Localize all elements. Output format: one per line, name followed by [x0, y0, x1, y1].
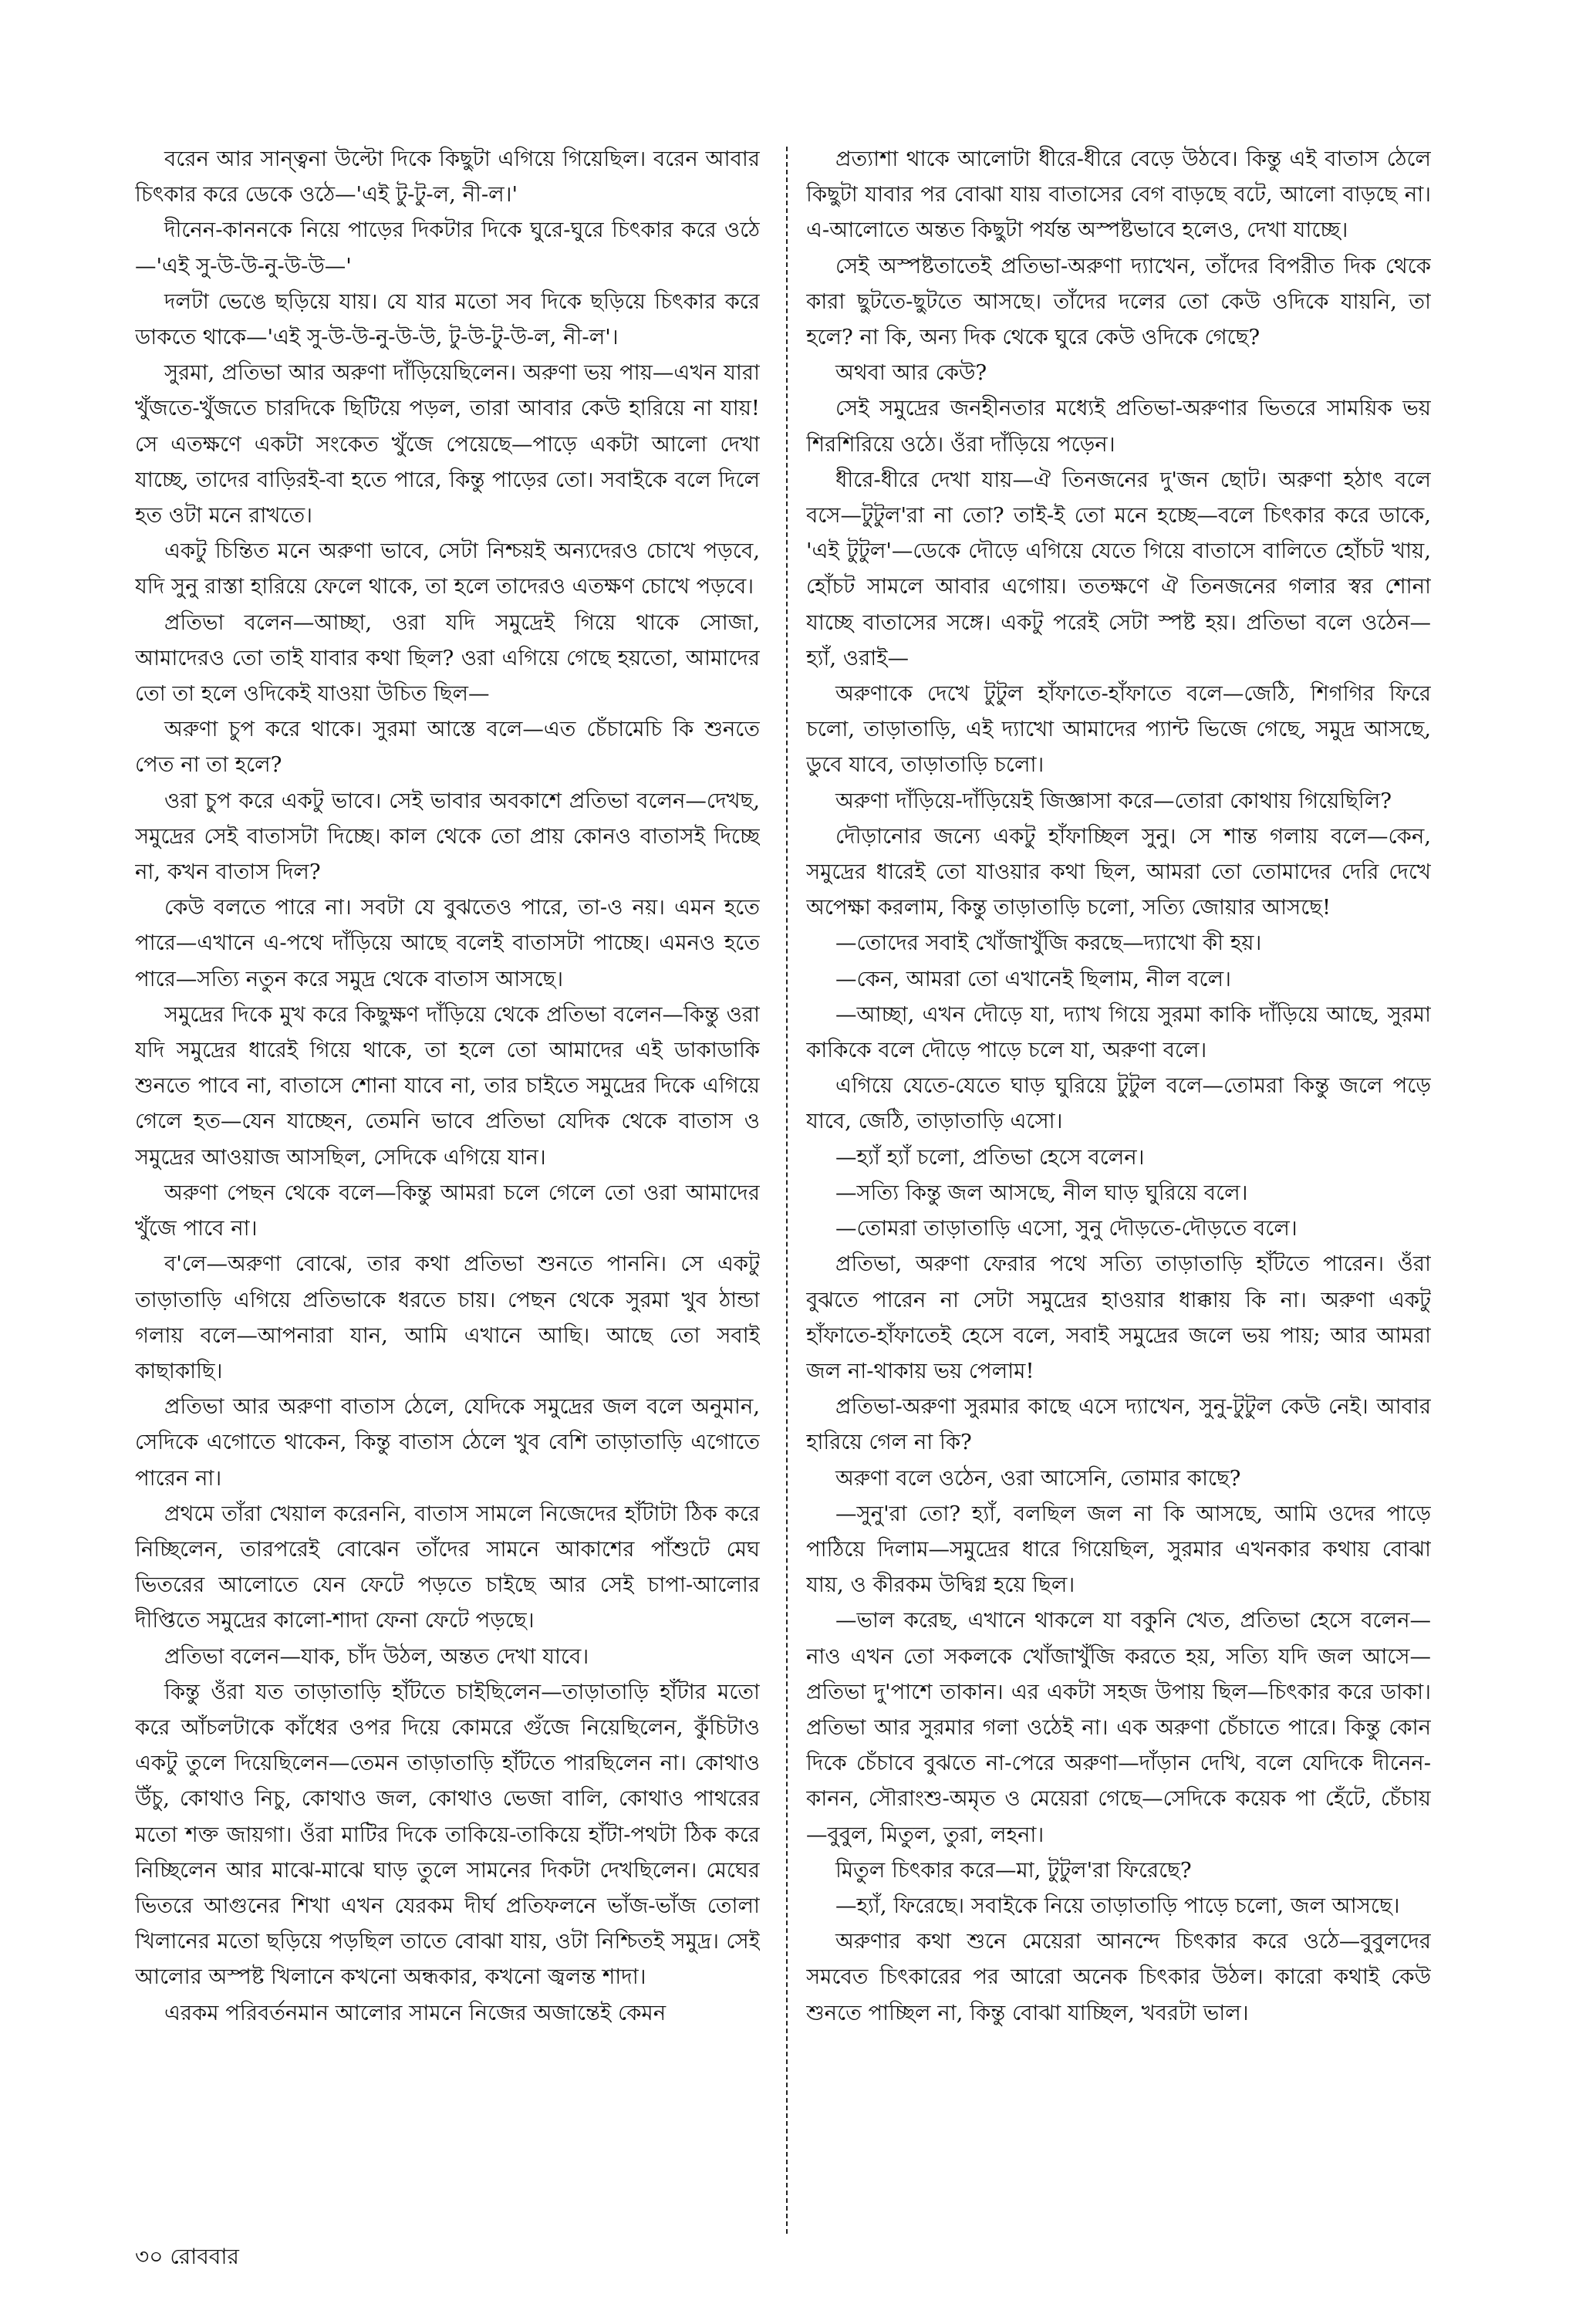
right-paragraph-5: ধীরে-ধীরে দেখা যায়—ঐ তিনজনের দু'জন ছোট। অরুণা হঠাৎ বলে বসে—টুটুল'রা না তো? তাই-ই তো মনে হচ্ছে—বলে চিৎকার করে ডাকে, 'এই টুটুল'—ডেকে দৌড়ে এগিয়ে যেতে গিয়ে বাতাসে বালিতে হোঁচট খায়, হোঁচট সামলে আবার এগোয়। ততক্ষণে ঐ তিনজনের গলার স্বর শোনা যাচ্ছে বাতাসের সঙ্গে। একটু পরেই সেটা স্পষ্ট হয়। প্রতিভা বলে ওঠেন—হ্যাঁ, ওরাই— — [806, 467, 1431, 671]
left-paragraph-3: দলটা ভেঙে ছড়িয়ে যায়। যে যার মতো সব দিকে ছড়িয়ে চিৎকার করে ডাকতে থাকে—'এই সু-উ-উ-নু-উ-উ, টু-উ-টু-উ-ল, নী-ল'। — [135, 289, 760, 350]
left-paragraph-7: অরুণা চুপ করে থাকে। সুরমা আস্তে বলে—এত চেঁচামেচি কি শুনতে পেত না তা হলে? — [135, 717, 760, 778]
left-paragraph-5: একটু চিন্তিত মনে অরুণা ভাবে, সেটা নিশ্চয়ই অন্যদেরও চোখে পড়বে, যদি সুনু রাস্তা হারিয়ে ফেলে থাকে, তা হলে তাদেরও এতক্ষণ চোখে পড়বে। — [135, 539, 760, 600]
right-paragraph-10: —কেন, আমরা তো এখানেই ছিলাম, নীল বলে। — [835, 966, 1231, 991]
left-paragraph-2: দীনেন-কাননকে নিয়ে পাড়ের দিকটার দিকে ঘুরে-ঘুরে চিৎকার করে ওঠে—'এই সু-উ-উ-নু-উ-উ—' — [135, 218, 760, 279]
left-paragraph-9: কেউ বলতে পারে না। সবটা যে বুঝতেও পারে, তা-ও নয়। এমন হতে পারে—এখানে এ-পথে দাঁড়িয়ে আছে বলেই বাতাসটা পাচ্ছে। এমনও হতে পারে—সত্যি নতুন করে সমুদ্র থেকে বাতাস আসছে। — [135, 895, 760, 991]
right-paragraph-13: —হ্যাঁ হ্যাঁ চলো, প্রতিভা হেসে বলেন। — [835, 1144, 1145, 1170]
left-paragraph-1: বরেন আর সান্ত্বনা উল্টো দিকে কিছুটা এগিয়ে গিয়েছিল। বরেন আবার চিৎকার করে ডেকে ওঠে—'এই টু-টু-ল, নী-ল।' — [135, 147, 760, 208]
left-paragraph-14: প্রথমে তাঁরা খেয়াল করেননি, বাতাস সামলে নিজেদের হাঁটাটা ঠিক করে নিচ্ছিলেন, তারপরেই বোঝেন তাঁদের সামনে আকাশের পাঁশুটে মেঘ ভিতরের আলোতে যেন ফেটে পড়তে চাইছে আর সেই চাপা-আলোর দীপ্তিতে সমুদ্রের কালো-শাদা ফেনা ফেটে পড়ছে। — [135, 1501, 760, 1633]
right-paragraph-21: মিতুল চিৎকার করে—মা, টুটুল'রা ফিরেছে? — [835, 1857, 1192, 1883]
right-paragraph-17: প্রতিভা-অরুণা সুরমার কাছে এসে দ্যাখেন, সুনু-টুটুল কেউ নেই। আবার হারিয়ে গেল না কি? — [806, 1394, 1431, 1455]
right-paragraph-1: প্রত্যাশা থাকে আলোটা ধীরে-ধীরে বেড়ে উঠবে। কিন্তু এই বাতাস ঠেলে কিছুটা যাবার পর বোঝা যায় বাতাসের বেগ বাড়ছে বটে, আলো বাড়ছে না। এ-আলোতে অন্তত কিছুটা পর্যন্ত অস্পষ্টভাবে হলেও, দেখা যাচ্ছে। — [806, 147, 1431, 243]
right-paragraph-8: দৌড়ানোর জন্যে একটু হাঁফাচ্ছিল সুনু। সে শান্ত গলায় বলে—কেন, সমুদ্রের ধারেই তো যাওয়ার কথা ছিল, আমরা তো তোমাদের দেরি দেখে অপেক্ষা করলাম, কিন্তু তাড়াতাড়ি চলো, সত্যি জোয়ার আসছে! — [806, 823, 1431, 920]
right-paragraph-14: —সত্যি কিন্তু জল আসছে, নীল ঘাড় ঘুরিয়ে বলে। — [835, 1180, 1248, 1205]
magazine-name: রোববার — [170, 2244, 239, 2269]
left-paragraph-4: সুরমা, প্রতিভা আর অরুণা দাঁড়িয়েছিলেন। অরুণা ভয় পায়—এখন যারা খুঁজতে-খুঁজতে চারদিকে ছিটিয়ে পড়ল, তারা আবার কেউ হারিয়ে না যায়! সে এতক্ষণে একটা সংকেত খুঁজে পেয়েছে—পাড়ে একটা আলো দেখা যাচ্ছে, তাদের বাড়িরই-বা হতে পারে, কিন্তু পাড়ের তো। সবাইকে বলে দিলে হত ওটা মনে রাখতে। — [135, 360, 760, 529]
right-paragraph-19: —সুনু'রা তো? হ্যাঁ, বলছিল জল না কি আসছে, আমি ওদের পাড়ে পাঠিয়ে দিলাম—সমুদ্রের ধারে গিয়েছিল, সুরমার এখনকার কথায় বোঝা যায়, ও কীরকম উদ্বিগ্ন হয়ে ছিল। — [806, 1501, 1431, 1598]
left-paragraph-8: ওরা চুপ করে একটু ভাবে। সেই ভাবার অবকাশে প্রতিভা বলেন—দেখছ, সমুদ্রের সেই বাতাসটা দিচ্ছে। কাল থেকে তো প্রায় কোনও বাতাসই দিচ্ছে না, কখন বাতাস দিল? — [135, 788, 760, 885]
right-paragraph-18: অরুণা বলে ওঠেন, ওরা আসেনি, তোমার কাছে? — [835, 1465, 1241, 1491]
left-paragraph-13: প্রতিভা আর অরুণা বাতাস ঠেলে, যেদিকে সমুদ্রের জল বলে অনুমান, সেদিকে এগোতে থাকেন, কিন্তু বাতাস ঠেলে খুব বেশি তাড়াতাড়ি এগোতে পারেন না। — [135, 1394, 760, 1491]
right-paragraph-4: সেই সমুদ্রের জনহীনতার মধ্যেই প্রতিভা-অরুণার ভিতরে সাময়িক ভয় শিরশিরিয়ে ওঠে। ওঁরা দাঁড়িয়ে পড়েন। — [806, 396, 1431, 457]
right-paragraph-6: অরুণাকে দেখে টুটুল হাঁফাতে-হাঁফাতে বলে—জেঠি, শিগগির ফিরে চলো, তাড়াতাড়ি, এই দ্যাখো আমাদের প্যান্ট ভিজে গেছে, সমুদ্র আসছে, ডুবে যাবে, তাড়াতাড়ি চলো। — [806, 681, 1431, 778]
left-paragraph-10: সমুদ্রের দিকে মুখ করে কিছুক্ষণ দাঁড়িয়ে থেকে প্রতিভা বলেন—কিন্তু ওরা যদি সমুদ্রের ধারেই গিয়ে থাকে, তা হলে তো আমাদের এই ডাকাডাকি শুনতে পাবে না, বাতাসে শোনা যাবে না, তার চাইতে সমুদ্রের দিকে এগিয়ে গেলে হত—যেন যাচ্ছেন, তেমনি ভাবে প্রতিভা যেদিক থেকে বাতাস ও সমুদ্রের আওয়াজ আসছিল, সেদিকে এগিয়ে যান। — [135, 1002, 760, 1170]
left-paragraph-16: কিন্তু ওঁরা যত তাড়াতাড়ি হাঁটতে চাইছিলেন—তাড়াতাড়ি হাঁটার মতো করে আঁচলটাকে কাঁধের ওপর দিয়ে কোমরে গুঁজে নিয়েছিলেন, কুঁচিটাও একটু তুলে দিয়েছিলেন—তেমন তাড়াতাড়ি হাঁটতে পারছিলেন না। কোথাও উঁচু, কোথাও নিচু, কোথাও জল, কোথাও ভেজা বালি, কোথাও পাথরের মতো শক্ত জায়গা। ওঁরা মাটির দিকে তাকিয়ে-তাকিয়ে হাঁটা-পথটা ঠিক করে নিচ্ছিলেন আর মাঝে-মাঝে ঘাড় তুলে সামনের দিকটা দেখছিলেন। মেঘের ভিতরে আগুনের শিখা এখন যেরকম দীর্ঘ প্রতিফলনে ভাঁজ-ভাঁজ তোলা খিলানের মতো ছড়িয়ে পড়ছিল তাতে বোঝা যায়, ওটা নিশ্চিতই সমুদ্র। সেই আলোর অস্পষ্ট খিলানে কখনো অন্ধকার, কখনো জ্বলন্ত শাদা। — [135, 1679, 760, 1990]
right-paragraph-15: —তোমরা তাড়াতাড়ি এসো, সুনু দৌড়তে-দৌড়তে বলে। — [835, 1216, 1298, 1241]
left-paragraph-12: ব'লে—অরুণা বোঝে, তার কথা প্রতিভা শুনতে পাননি। সে একটু তাড়াতাড়ি এগিয়ে প্রতিভাকে ধরতে চায়। পেছন থেকে সুরমা খুব ঠান্ডা গলায় বলে—আপনারা যান, আমি এখানে আছি। আছে তো সবাই কাছাকাছি। — [135, 1252, 760, 1383]
left-paragraph-15: প্রতিভা বলেন—যাক, চাঁদ উঠল, অন্তত দেখা যাবে। — [164, 1643, 589, 1669]
right-paragraph-16: প্রতিভা, অরুণা ফেরার পথে সত্যি তাড়াতাড়ি হাঁটতে পারেন। ওঁরা বুঝতে পারেন না সেটা সমুদ্রের হাওয়ার ধাক্কায় কি না। অরুণা একটু হাঁফাতে-হাঁফাতেই হেসে বলে, সবাই সমুদ্রের জলে ভয় পায়; আর আমরা জল না-থাকায় ভয় পেলাম! — [806, 1252, 1431, 1383]
right-column — [806, 141, 1431, 2234]
right-paragraph-20: —ভাল করেছ, এখানে থাকলে যা বকুনি খেত, প্রতিভা হেসে বলেন—নাও এখন তো সকলকে খোঁজাখুঁজি করতে হয়, সত্যি যদি জল আসে—প্রতিভা দু'পাশে তাকান। এর একটা সহজ উপায় ছিল—চিৎকার করে ডাকা। প্রতিভা আর সুরমার গলা ওঠেই না। এক অরুণা চেঁচাতে পারে। কিন্তু কোন দিকে চেঁচাবে বুঝতে না-পেরে অরুণা—দাঁড়ান দেখি, বলে যেদিকে দীনেন-কানন, সৌরাংশু-অমৃত ও মেয়েরা গেছে—সেদিকে কয়েক পা হেঁটে, চেঁচায়—বুবুল, মিতুল, তুরা, লহনা। — [806, 1608, 1431, 1847]
right-paragraph-11: —আচ্ছা, এখন দৌড়ে যা, দ্যাখ গিয়ে সুরমা কাকি দাঁড়িয়ে আছে, সুরমা কাকিকে বলে দৌড়ে পাড়ে চলে যা, অরুণা বলে। — [806, 1002, 1431, 1063]
right-paragraph-2: সেই অস্পষ্টতাতেই প্রতিভা-অরুণা দ্যাখেন, তাঁদের বিপরীত দিক থেকে কারা ছুটতে-ছুটতে আসছে। তাঁদের দলের তো কেউ ওদিকে যায়নি, তা হলে? না কি, অন্য দিক থেকে ঘুরে কেউ ওদিকে গেছে? — [806, 253, 1431, 350]
right-paragraph-3: অথবা আর কেউ? — [835, 360, 987, 386]
left-paragraph-11: অরুণা পেছন থেকে বলে—কিন্তু আমরা চলে গেলে তো ওরা আমাদের খুঁজে পাবে না। — [135, 1180, 760, 1241]
right-paragraph-22: —হ্যাঁ, ফিরেছে। সবাইকে নিয়ে তাড়াতাড়ি পাড়ে চলো, জল আসছে। — [835, 1893, 1400, 1918]
left-paragraph-17: এরকম পরিবর্তনমান আলোর সামনে নিজের অজান্তেই কেমন — [164, 2000, 667, 2025]
left-column — [135, 141, 760, 2234]
right-paragraph-12: এগিয়ে যেতে-যেতে ঘাড় ঘুরিয়ে টুটুল বলে—তোমরা কিন্তু জলে পড়ে যাবে, জেঠি, তাড়াতাড়ি এসো। — [806, 1073, 1431, 1134]
left-paragraph-6: প্রতিভা বলেন—আচ্ছা, ওরা যদি সমুদ্রেই গিয়ে থাকে সোজা, আমাদেরও তো তাই যাবার কথা ছিল? ওরা এগিয়ে গেছে হয়তো, আমাদের তো তা হলে ওদিকেই যাওয়া উচিত ছিল— — [135, 610, 760, 707]
page-number: ৩০ — [135, 2244, 164, 2269]
right-paragraph-7: অরুণা দাঁড়িয়ে-দাঁড়িয়েই জিজ্ঞাসা করে—তোরা কোথায় গিয়েছিলি? — [835, 788, 1392, 813]
right-paragraph-23: অরুণার কথা শুনে মেয়েরা আনন্দে চিৎকার করে ওঠে—বুবুলদের সমবেত চিৎকারের পর আরো অনেক চিৎকার উঠল। কারো কথাই কেউ শুনতে পাচ্ছিল না, কিন্তু বোঝা যাচ্ছিল, খবরটা ভাল। — [806, 1929, 1431, 2025]
column-divider — [786, 147, 788, 2234]
page-footer — [135, 2241, 239, 2272]
right-paragraph-9: —তোদের সবাই খোঁজাখুঁজি করছে—দ্যাখো কী হয়। — [835, 931, 1262, 956]
